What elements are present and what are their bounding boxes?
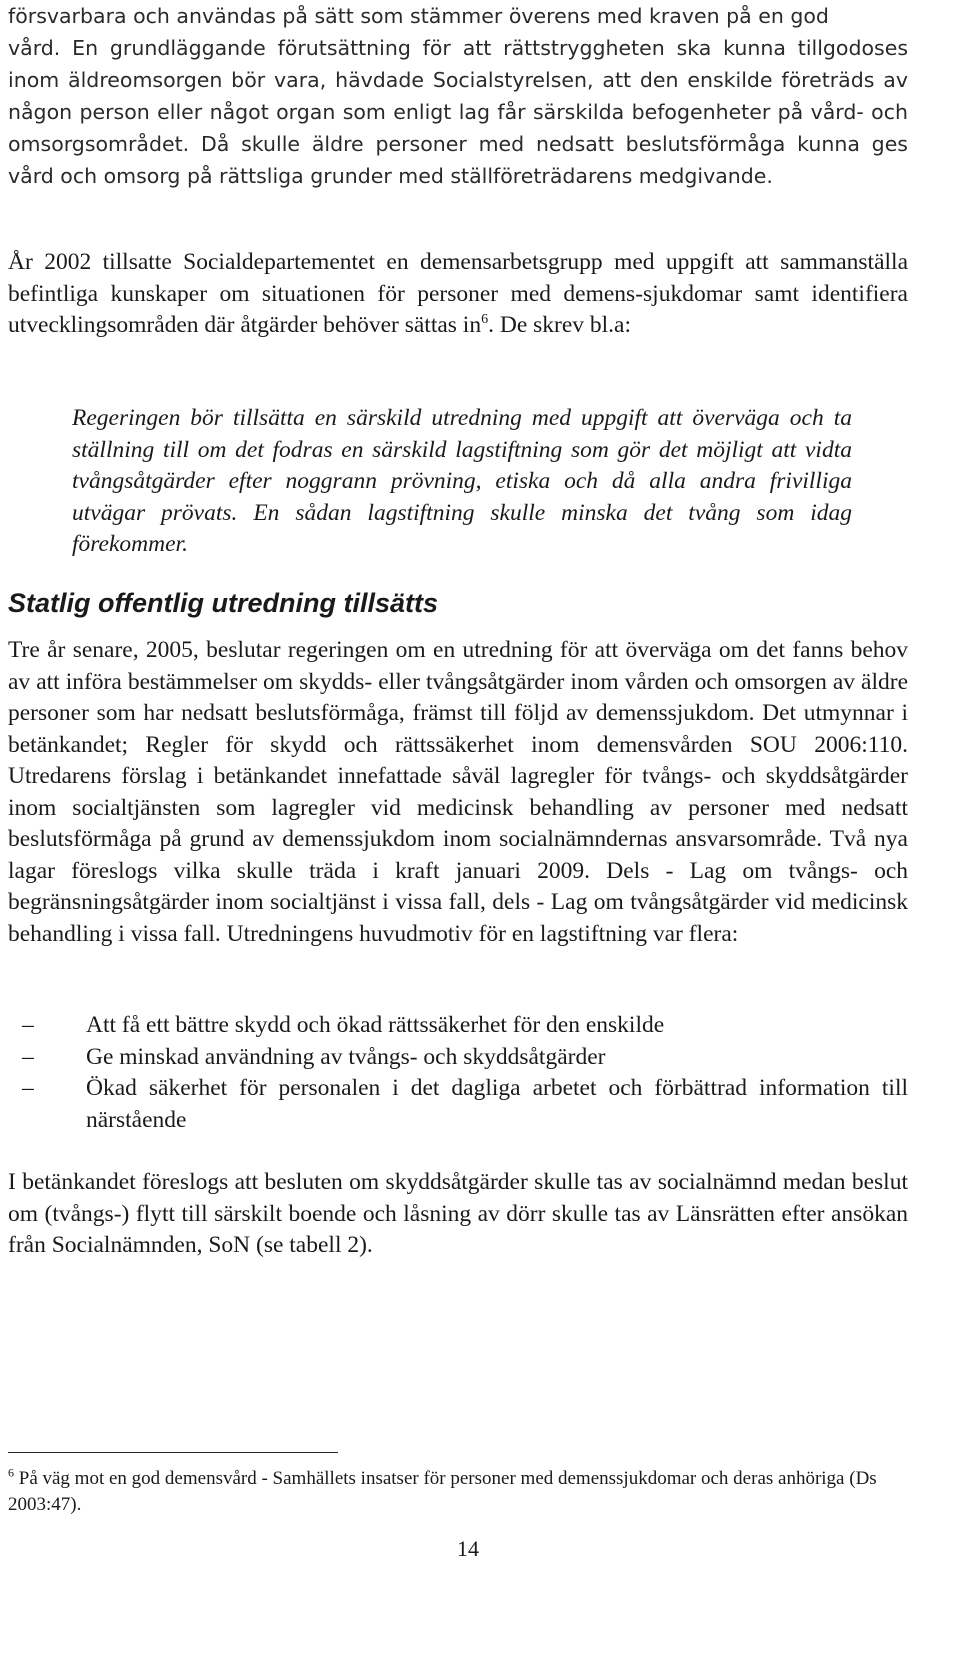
list-dash-marker: – bbox=[22, 1075, 34, 1101]
paragraph-betankandet bbox=[8, 1167, 908, 1262]
paragraph-text bbox=[8, 247, 908, 342]
motive-list bbox=[8, 1010, 908, 1136]
section-heading: Statlig offentlig utredning tillsätts bbox=[8, 588, 438, 618]
list-item bbox=[8, 1073, 908, 1136]
footnote-separator bbox=[8, 1452, 338, 1453]
footnote-reference[interactable]: 6 bbox=[481, 312, 489, 328]
list-item bbox=[8, 1042, 908, 1074]
footnote-text: På väg mot en god demensvård - Samhällets insatser för personer med demenssjukdomar och deras anhöriga (Ds 2003:47). bbox=[8, 1468, 877, 1515]
list-item-text: Att få ett bättre skydd och ökad rättssäkerhet för den enskilde bbox=[86, 1012, 665, 1038]
list-dash-marker: – bbox=[22, 1043, 34, 1070]
paragraph-first-line: försvarbara och användas på sätt som stämmer överens med kraven på en god bbox=[8, 4, 829, 28]
footnote-number: 6 bbox=[8, 1465, 14, 1480]
block-quote: Regeringen bör tillsätta en särskild utredning med uppgift att överväga och ta ställning till om det fodras en särskild lagstiftning som gör det möjligt att vidta tvångsåtgärder efter noggrann prövning, etiska och då alla andra frivilliga utvägar prövats. En sådan lagstiftning skulle minska det tvång som idag förekommer. bbox=[72, 405, 852, 557]
footnote bbox=[8, 1466, 908, 1518]
paragraph-body: År 2002 tillsatte Socialdepartementet en demensarbetsgrupp med uppgift att sammanställa befintliga kunskaper om situationen för personer med demens-sjukdomar samt identifiera utvecklingsområden där åtgärder behöver sättas in bbox=[8, 249, 908, 338]
paragraph-tail: . De skrev bl.a: bbox=[488, 312, 632, 338]
paragraph-socialstyrelsen bbox=[8, 0, 908, 192]
paragraph-utredning bbox=[8, 635, 908, 950]
list-item-text: Ökad säkerhet för personalen i det dagliga arbetet och förbättrad information till närstående bbox=[86, 1075, 908, 1133]
paragraph-text: Tre år senare, 2005, beslutar regeringen om en utredning för att överväga om det fanns behov av att införa bestämmelser om skydds- eller tvångsåtgärder inom vården och omsorgen av äldre personer som har nedsatt beslutsförmåga, främst till följd av demenssjukdom. Det utmynnar i betänkandet; Regler för skydd och rättssäkerhet inom demensvården SOU 2006:110. Utredarens förslag i betänkandet innefattade såväl lagregler för tvångs- och skyddsåtgärder inom socialtjänsten som lagregler vid medicinsk behandling av personer med nedsatt beslutsförmåga på grund av demenssjukdom inom socialnämndernas ansvarsområde. Två nya lagar föreslogs vilka skulle träda i kraft januari 2009. Dels - Lag om tvångs- och begränsningsåtgärder inom socialtjänst i vissa fall, dels - Lag om tvångsåtgärder vid medicinsk behandling i vissa fall. Utredningens huvudmotiv för en lagstiftning var flera: bbox=[8, 637, 908, 947]
paragraph-continuation: vård. En grundläggande förutsättning för att rättstryggheten ska kunna tillgodoses inom äldreomsorgen bör vara, hävdade Socialstyrelsen, att den enskilde företräds av någon person eller något organ som enligt lag får särskilda befogenheter på vård- och omsorgsområdet. Då skulle äldre personer med nedsatt beslutsförmåga kunna ges vård och omsorg på rättsliga grunder med ställföreträdarens medgivande. bbox=[8, 36, 908, 188]
list-dash-marker: – bbox=[22, 1012, 34, 1038]
paragraph-text bbox=[8, 0, 908, 192]
paragraph-demensarbetsgrupp bbox=[8, 247, 908, 342]
list-item bbox=[8, 1010, 908, 1042]
page-number: 14 bbox=[457, 1536, 479, 1561]
paragraph-text: I betänkandet föreslogs att besluten om skyddsåtgärder skulle tas av socialnämnd medan beslut om (tvångs-) flytt till särskilt boende och låsning av dörr skulle tas av Länsrätten efter ansökan från Socialnämnden, SoN (se tabell 2). bbox=[8, 1169, 908, 1258]
list-item-text: Ge minskad användning av tvångs- och skyddsåtgärder bbox=[86, 1043, 606, 1070]
